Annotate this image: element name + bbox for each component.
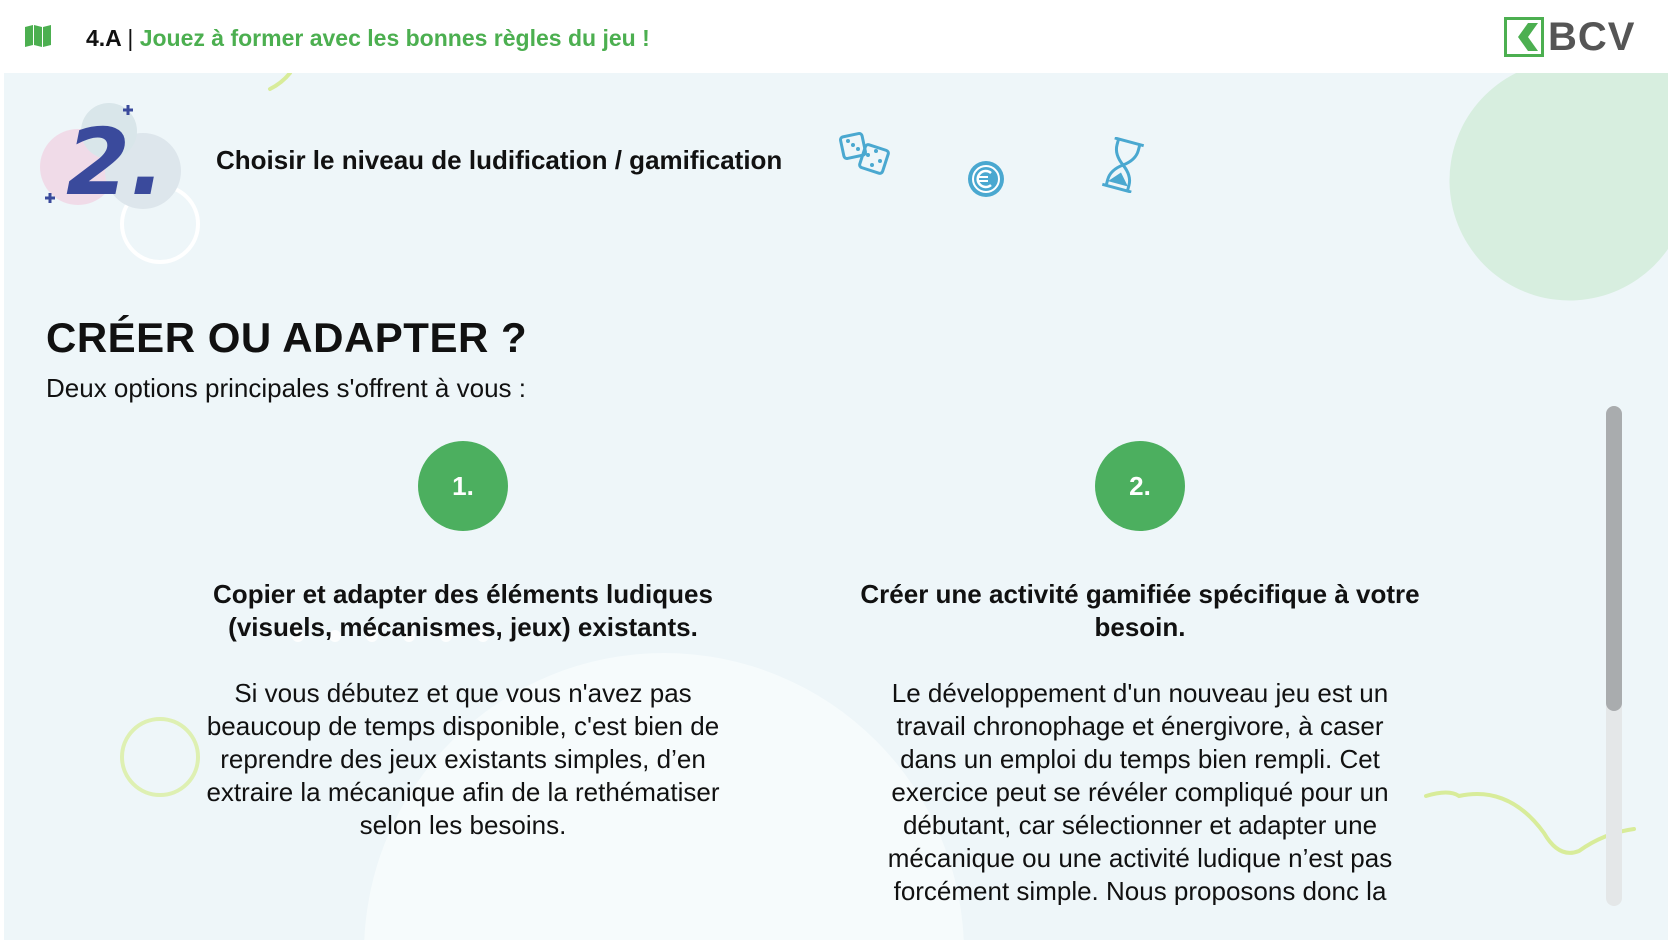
scroll-region[interactable] — [4, 73, 1668, 905]
option-description — [163, 677, 763, 842]
option-title-line: besoin. — [1094, 612, 1186, 642]
module-code: 4.A — [86, 25, 121, 51]
option-title-line: Copier et adapter des éléments ludiques — [213, 579, 713, 609]
step-title: Choisir le niveau de ludification / gamification — [216, 145, 783, 175]
option-body-line: selon les besoins. — [359, 810, 567, 840]
option-body-line: travail chronophage et énergivore, à caser — [896, 711, 1384, 741]
module-title — [86, 22, 650, 54]
module-name: Jouez à former avec les bonnes règles du jeu ! — [139, 25, 650, 51]
option-body-line: Le développement d'un nouveau jeu est un — [891, 678, 1389, 708]
step-number: 2. — [66, 109, 165, 216]
option-number-badge: 2. — [1095, 441, 1185, 531]
option-card — [840, 578, 1440, 905]
option-title-line: Créer une activité gamifiée spécifique à votre — [860, 579, 1420, 609]
option-body-line: forcément simple. Nous proposons donc la — [893, 876, 1387, 905]
option-title — [163, 578, 763, 644]
option-body-line: Si vous débutez et que vous n'avez pas — [234, 678, 692, 708]
section-subtitle: Deux options principales s'offrent à vous : — [46, 373, 526, 403]
map-icon[interactable] — [24, 24, 52, 48]
option-body-line: reprendre des jeux existants simples, d’en — [220, 744, 706, 774]
option-title-line: (visuels, mécanismes, jeux) existants. — [228, 612, 698, 642]
scrollbar-thumb[interactable] — [1606, 406, 1622, 711]
option-body-line: exercice peut se révéler compliqué pour un — [891, 777, 1389, 807]
option-body-line: extraire la mécanique afin de la rethématiser — [206, 777, 720, 807]
option-body-line: dans un emploi du temps bien rempli. Cet — [900, 744, 1380, 774]
title-separator: | — [127, 25, 134, 51]
option-description — [840, 677, 1440, 905]
bcv-logo — [1500, 16, 1635, 58]
option-body-line: mécanique ou une activité ludique n’est pas — [887, 843, 1393, 873]
scrollbar-track[interactable] — [1606, 406, 1622, 906]
option-number-badge: 1. — [418, 441, 508, 531]
option-body-line: débutant, car sélectionner et adapter une — [902, 810, 1378, 840]
option-card — [163, 578, 763, 842]
top-bar — [0, 0, 1672, 73]
option-body-line: beaucoup de temps disponible, c'est bien de — [206, 711, 720, 741]
content-area — [4, 73, 1668, 940]
section-heading: CRÉER OU ADAPTER ? — [46, 314, 528, 361]
option-title — [840, 578, 1440, 644]
logo-text: BCV — [1548, 15, 1636, 59]
